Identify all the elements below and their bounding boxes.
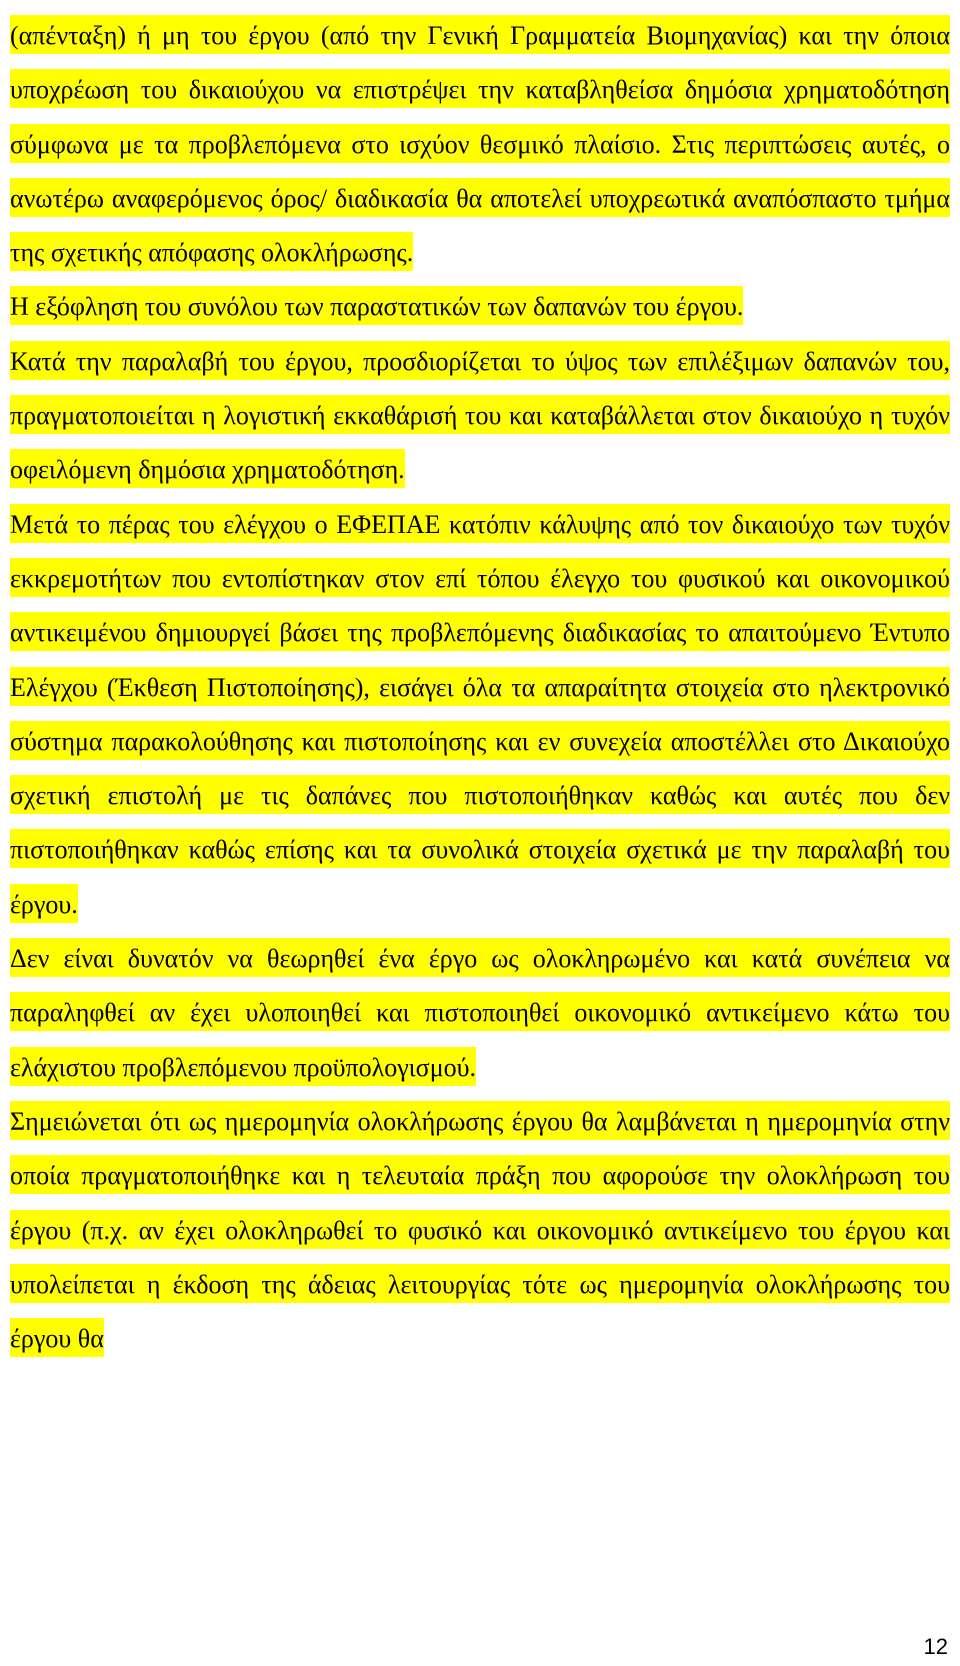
document-page [10,9,950,1366]
highlighted-text: (απένταξη) ή μη του έργου (από την Γενική Γραμματεία Βιομηχανίας) και την όποια υποχρέωση του δικαιούχου να επιστρέψει την καταβληθείσα δημόσια χρηματοδότηση σύμφωνα με τα προβλεπόμενα στο ισχύον θεσμικό πλαίσιο. Στις περιπτώσεις αυτές, ο ανωτέρω αναφερόμενος όρος/ διαδικασία θα αποτελεί υποχρεωτικά αναπόσπαστο τμήμα της σχετικής απόφασης ολοκλήρωσης. [10,15,950,271]
highlighted-text: Κατά την παραλαβή του έργου, προσδιορίζεται το ύψος των επιλέξιμων δαπανών του, πραγματοποιείται η λογιστική εκκαθάρισή του και καταβάλλεται στον δικαιούχο η τυχόν οφειλόμενη δημόσια χρηματοδότηση. [10,341,950,489]
paragraph-3 [10,335,950,498]
highlighted-text: Σημειώνεται ότι ως ημερομηνία ολοκλήρωσης έργου θα λαμβάνεται η ημερομηνία στην οποία πραγματοποιήθηκε και η τελευταία πράξη που αφορούσε την ολοκλήρωση του έργου (π.χ. αν έχει ολοκληρωθεί το φυσικό και οικονομικό αντικείμενο του έργου και υπολείπεται η έκδοση της άδειας λειτουργίας τότε ως ημερομηνία ολοκλήρωσης του έργου θα [10,1101,950,1357]
page-number: 12 [923,1634,948,1659]
paragraph-4 [10,498,950,932]
highlighted-text: Δεν είναι δυνατόν να θεωρηθεί ένα έργο ως ολοκληρωμένο και κατά συνέπεια να παραληφθεί αν έχει υλοποιηθεί και πιστοποιηθεί οικονομικό αντικείμενο κάτω του ελάχιστου προβλεπόμενου προϋπολογισμού. [10,938,950,1086]
paragraph-5 [10,932,950,1095]
highlighted-text: Μετά το πέρας του ελέγχου ο ΕΦΕΠΑΕ κατόπιν κάλυψης από τον δικαιούχο των τυχόν εκκρεμοτήτων που εντοπίστηκαν στον επί τόπου έλεγχο του φυσικού και οικονομικού αντικειμένου δημιουργεί βάσει της προβλεπόμενης διαδικασίας το απαιτούμενο Έντυπο Ελέγχου (Έκθεση Πιστοποίησης), εισάγει όλα τα απαραίτητα στοιχεία στο ηλεκτρονικό σύστημα παρακολούθησης και πιστοποίησης και εν συνεχεία αποστέλλει στο Δικαιούχο σχετική επιστολή με τις δαπάνες που πιστοποιήθηκαν καθώς και αυτές που δεν πιστοποιήθηκαν καθώς επίσης και τα συνολικά στοιχεία σχετικά με την παραλαβή του έργου. [10,504,950,923]
paragraph-2 [10,280,950,334]
paragraph-1 [10,9,950,280]
highlighted-text: Η εξόφληση του συνόλου των παραστατικών των δαπανών του έργου. [10,286,743,325]
paragraph-6 [10,1095,950,1366]
